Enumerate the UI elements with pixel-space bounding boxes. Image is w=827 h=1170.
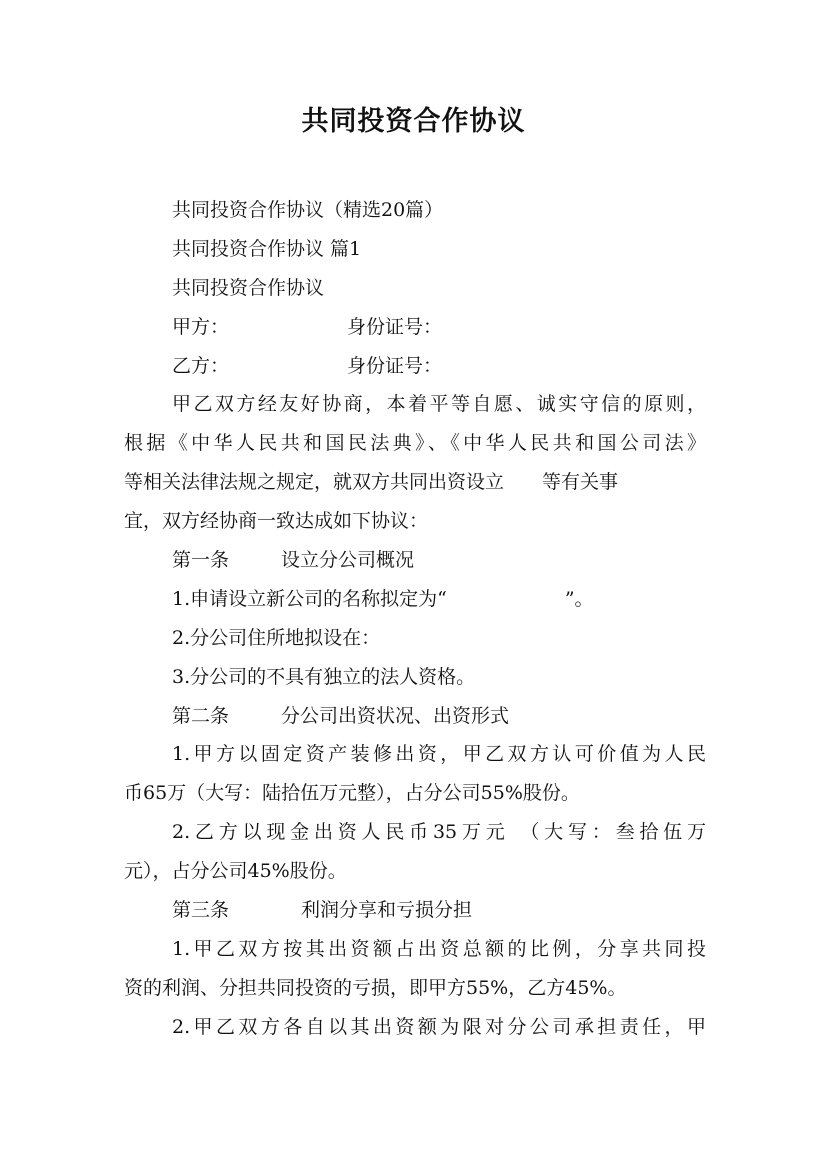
article-3-item-1-line-2: 资的利润、分担共同投资的亏损，即甲方55%，乙方45%。 <box>124 976 627 999</box>
document-title: 共同投资合作协议 <box>301 106 526 137</box>
article-1-heading <box>124 541 706 580</box>
article-2-title: 分公司出资状况、出资形式 <box>281 704 510 727</box>
company-name-suffix: ”。 <box>564 587 594 610</box>
article-2-heading <box>124 697 706 736</box>
article-1-number: 第一条 <box>172 549 230 572</box>
party-a-id-label: 身份证号： <box>347 315 443 338</box>
party-a-label: 甲方： <box>172 315 230 338</box>
article-1-item-3: 3.分公司的不具有独立的法人资格。 <box>172 665 476 688</box>
article-2-item-1-line-1: 1.甲方以固定资产装修出资，甲乙双方认可价值为人民 <box>172 743 706 766</box>
chapter-heading: 共同投资合作协议 篇1 <box>172 237 362 260</box>
preamble-line-3-start: 等相关法律法规之规定，就双方共同出资设立 <box>124 471 505 494</box>
article-2-item-1-line-2: 币65万（大写：陆拾伍万元整），占分公司55%股份。 <box>124 782 580 805</box>
article-3-number: 第三条 <box>172 899 230 922</box>
agreement-heading: 共同投资合作协议 <box>172 276 325 299</box>
party-a-line <box>124 308 706 347</box>
article-3-item-2-line-1: 2.甲乙双方各自以其出资额为限对分公司承担责任，甲 <box>172 1015 706 1038</box>
article-3-item-1-line-1: 1.甲乙双方按其出资额占出资总额的比例，分享共同投 <box>172 937 706 960</box>
article-2-number: 第二条 <box>172 704 230 727</box>
company-name-prefix: 1.申请设立新公司的名称拟定为“ <box>172 587 447 610</box>
document-body <box>124 191 706 1047</box>
preamble-line-3 <box>124 463 706 502</box>
article-3-title: 利润分享和亏损分担 <box>301 899 473 922</box>
party-b-line <box>124 347 706 386</box>
article-1-item-2: 2.分公司住所地拟设在： <box>172 626 381 649</box>
party-b-id-label: 身份证号： <box>347 354 443 377</box>
preamble-line-4: 宜，双方经协商一致达成如下协议： <box>124 510 429 533</box>
preamble-line-3-end: 等有关事 <box>542 471 619 494</box>
article-3-heading <box>124 891 706 930</box>
subtitle-line: 共同投资合作协议（精选20篇） <box>172 199 444 221</box>
article-2-item-2-line-2: 元），占分公司45%股份。 <box>124 860 347 883</box>
article-2-item-2-line-1: 2.乙方以现金出资人民币35万元 （大写：叁拾伍万 <box>172 821 706 844</box>
article-1-title: 设立分公司概况 <box>281 549 415 572</box>
article-1-item-1 <box>124 580 706 619</box>
party-b-label: 乙方： <box>172 354 230 377</box>
preamble-line-2: 根据《中华人民共和国民法典》、《中华人民共和国公司法》 <box>124 432 706 455</box>
preamble-line-1: 甲乙双方经友好协商，本着平等自愿、诚实守信的原则， <box>172 393 706 416</box>
